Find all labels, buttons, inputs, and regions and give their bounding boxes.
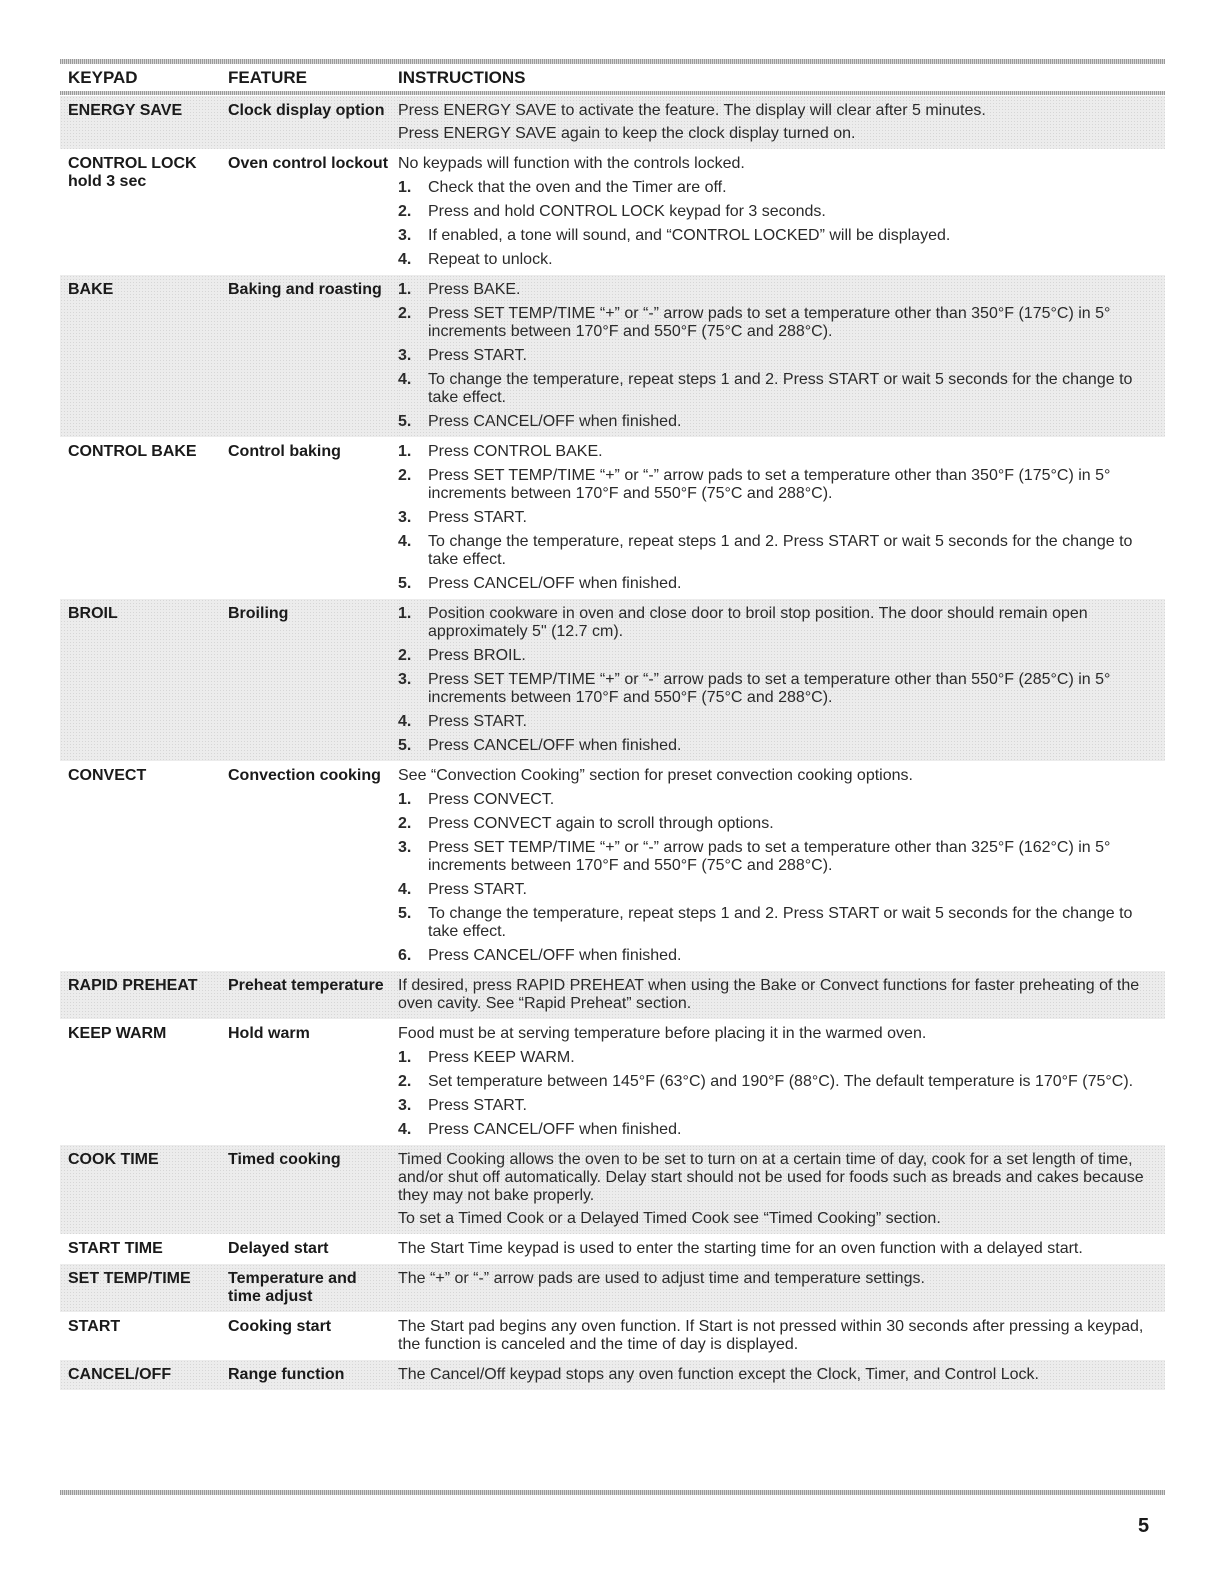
step-number: 5. (398, 905, 412, 922)
instruction-step (398, 251, 1145, 269)
step-text: Press CANCEL/OFF when finished. (428, 413, 682, 430)
step-text: Press START. (428, 713, 527, 730)
header-rule (60, 91, 1165, 95)
step-number: 6. (398, 947, 412, 964)
instructions-cell (398, 1360, 1165, 1390)
feature-name: Delayed start (228, 1240, 329, 1257)
instruction-step (398, 815, 1145, 833)
instruction-paragraph: If desired, press RAPID PREHEAT when using the Bake or Convect functions for faster preheating of the oven cavity. See “Rapid Preheat” section. (398, 977, 1140, 1012)
step-text: To change the temperature, repeat steps 1 and 2. Press START or wait 5 seconds for the change to take effect. (428, 905, 1133, 940)
keypad-name: SET TEMP/TIME (60, 1264, 228, 1312)
instruction-step (398, 413, 1145, 431)
instruction-step (398, 371, 1145, 407)
table-row (60, 1234, 1165, 1264)
table-row (60, 149, 1165, 275)
instructions-cell (398, 437, 1165, 599)
step-text: If enabled, a tone will sound, and “CONTROL LOCKED” will be displayed. (428, 227, 951, 244)
instruction-step (398, 227, 1145, 245)
instruction-paragraph: Timed Cooking allows the oven to be set to turn on at a certain time of day, cook for a set length of time, and/or shut off automatically. Delay start should not be used for foods such as breads and cakes because they may not bake properly. (398, 1151, 1144, 1204)
instruction-step (398, 467, 1145, 503)
step-number: 1. (398, 443, 412, 460)
step-number: 2. (398, 1073, 412, 1090)
instruction-paragraph: The Cancel/Off keypad stops any oven function except the Clock, Timer, and Control Lock. (398, 1366, 1039, 1383)
feature-name: Temperature and time adjust (228, 1264, 398, 1312)
step-number: 4. (398, 371, 412, 388)
feature-name: Baking and roasting (228, 275, 398, 437)
step-text: Press CANCEL/OFF when finished. (428, 737, 682, 754)
instructions-cell (398, 96, 1165, 149)
page-number: 5 (1138, 1515, 1150, 1537)
feature-name: Preheat temperature (228, 971, 398, 1019)
step-number: 5. (398, 575, 412, 592)
instruction-step (398, 647, 1145, 665)
instructions-cell (398, 1312, 1165, 1360)
step-number: 3. (398, 509, 412, 526)
keypad-name: BAKE (60, 275, 228, 437)
top-rule (60, 59, 1165, 64)
keypad-name: CONVECT (68, 767, 147, 784)
instruction-paragraph: The Start Time keypad is used to enter the starting time for an oven function with a delayed start. (398, 1240, 1083, 1257)
feature-name: Hold warm (228, 1025, 310, 1042)
instruction-steps (398, 1049, 1145, 1139)
keypad-name: CONTROL BAKE (68, 443, 197, 460)
keypad-name: CANCEL/OFF (60, 1360, 228, 1390)
instruction-step (398, 839, 1145, 875)
instruction-steps (398, 605, 1145, 755)
feature-name: Clock display option (228, 96, 398, 149)
step-number: 1. (398, 281, 412, 298)
step-text: Press CANCEL/OFF when finished. (428, 947, 682, 964)
instruction-paragraph: Press ENERGY SAVE to activate the feature. The display will clear after 5 minutes. (398, 102, 986, 119)
feature-name: Cooking start (228, 1318, 332, 1335)
instruction-steps (398, 443, 1145, 593)
instruction-step (398, 737, 1145, 755)
table-row (60, 1145, 1165, 1234)
step-text: Press KEEP WARM. (428, 1049, 575, 1066)
step-text: Position cookware in oven and close door to broil stop position. The door should remain open approximately 5" (12.7 cm). (428, 605, 1088, 640)
step-number: 1. (398, 1049, 412, 1066)
step-text: Press SET TEMP/TIME “+” or “-” arrow pads to set a temperature other than 350°F (175°C) in 5° increments between 170°F and 550°F (75°C and 288°C). (428, 305, 1111, 340)
instruction-paragraph: The Start pad begins any oven function. If Start is not pressed within 30 seconds after pressing a keypad, the function is canceled and the time of day is displayed. (398, 1318, 1144, 1353)
instructions-cell (398, 761, 1165, 971)
step-text: Press START. (428, 1097, 527, 1114)
keypad-name: RAPID PREHEAT (60, 971, 228, 1019)
table-row (60, 1312, 1165, 1360)
step-text: Press SET TEMP/TIME “+” or “-” arrow pads to set a temperature other than 550°F (285°C) in 5° increments between 170°F and 550°F (75°C and 288°C). (428, 671, 1111, 706)
instruction-steps (398, 791, 1145, 965)
step-text: Set temperature between 145°F (63°C) and 190°F (88°C). The default temperature is 170°F (75°C). (428, 1073, 1134, 1090)
step-number: 1. (398, 605, 412, 622)
step-text: Press CANCEL/OFF when finished. (428, 1121, 682, 1138)
instruction-step (398, 281, 1145, 299)
instruction-step (398, 509, 1145, 527)
feature-name: Oven control lockout (228, 155, 389, 172)
instruction-step (398, 605, 1145, 641)
feature-name: Control baking (228, 443, 341, 460)
feature-name: Range function (228, 1360, 398, 1390)
instruction-step (398, 1121, 1145, 1139)
step-text: Check that the oven and the Timer are off. (428, 179, 727, 196)
step-text: Press SET TEMP/TIME “+” or “-” arrow pads to set a temperature other than 350°F (175°C) in 5° increments between 170°F and 550°F (75°C and 288°C). (428, 467, 1111, 502)
table-body (60, 96, 1165, 1390)
keypad-name: ENERGY SAVE (60, 96, 228, 149)
header-feature: FEATURE (228, 68, 308, 87)
step-number: 4. (398, 713, 412, 730)
step-number: 4. (398, 881, 412, 898)
step-number: 1. (398, 791, 412, 808)
step-number: 3. (398, 347, 412, 364)
instructions-cell (398, 275, 1165, 437)
instruction-paragraph: Press ENERGY SAVE again to keep the clock display turned on. (398, 125, 856, 142)
instruction-step (398, 347, 1145, 365)
instruction-step (398, 1097, 1145, 1115)
instruction-step (398, 791, 1145, 809)
instruction-step (398, 203, 1145, 221)
step-text: Press CANCEL/OFF when finished. (428, 575, 682, 592)
step-number: 2. (398, 647, 412, 664)
instruction-paragraph: To set a Timed Cook or a Delayed Timed Cook see “Timed Cooking” section. (398, 1210, 941, 1227)
table-row (60, 599, 1165, 761)
keypad-name: BROIL (60, 599, 228, 761)
table-row (60, 761, 1165, 971)
instruction-step (398, 881, 1145, 899)
instructions-cell (398, 599, 1165, 761)
instructions-cell (398, 149, 1165, 275)
instruction-step (398, 713, 1145, 731)
step-number: 2. (398, 305, 412, 322)
step-number: 4. (398, 251, 412, 268)
instruction-step (398, 575, 1145, 593)
keypad-name: KEEP WARM (68, 1025, 167, 1042)
feature-name: Broiling (228, 599, 398, 761)
step-text: Press START. (428, 509, 527, 526)
step-number: 3. (398, 839, 412, 856)
table-header (60, 66, 1165, 90)
step-number: 1. (398, 179, 412, 196)
keypad-name: COOK TIME (60, 1145, 228, 1234)
instruction-step (398, 305, 1145, 341)
table-row (60, 1019, 1165, 1145)
table-row (60, 275, 1165, 437)
step-number: 5. (398, 737, 412, 754)
step-text: Press CONTROL BAKE. (428, 443, 603, 460)
instruction-steps (398, 281, 1145, 431)
instruction-step (398, 179, 1145, 197)
table-row (60, 1360, 1165, 1390)
table-row (60, 96, 1165, 149)
instruction-step (398, 947, 1145, 965)
step-text: Press START. (428, 881, 527, 898)
step-text: Press CONVECT again to scroll through options. (428, 815, 774, 832)
header-instructions: INSTRUCTIONS (398, 68, 526, 87)
instruction-intro: See “Convection Cooking” section for preset convection cooking options. (398, 767, 913, 784)
step-text: To change the temperature, repeat steps 1 and 2. Press START or wait 5 seconds for the change to take effect. (428, 533, 1133, 568)
instruction-steps (398, 179, 1145, 269)
instructions-cell (398, 1234, 1165, 1264)
instruction-step (398, 905, 1145, 941)
instructions-cell (398, 1019, 1165, 1145)
instructions-cell (398, 1145, 1165, 1234)
keypad-feature-table (60, 96, 1165, 1390)
step-text: Press START. (428, 347, 527, 364)
instructions-cell (398, 971, 1165, 1019)
feature-name: Convection cooking (228, 767, 381, 784)
step-number: 2. (398, 815, 412, 832)
instructions-cell (398, 1264, 1165, 1312)
keypad-name: START TIME (68, 1240, 163, 1257)
step-number: 3. (398, 671, 412, 688)
step-number: 4. (398, 533, 412, 550)
table-row (60, 1264, 1165, 1312)
step-number: 3. (398, 227, 412, 244)
step-number: 5. (398, 413, 412, 430)
instruction-step (398, 1049, 1145, 1067)
table-row (60, 971, 1165, 1019)
instruction-intro: No keypads will function with the controls locked. (398, 155, 745, 172)
instruction-step (398, 671, 1145, 707)
step-number: 2. (398, 203, 412, 220)
step-text: Press and hold CONTROL LOCK keypad for 3 seconds. (428, 203, 826, 220)
step-text: To change the temperature, repeat steps 1 and 2. Press START or wait 5 seconds for the change to take effect. (428, 371, 1133, 406)
step-number: 4. (398, 1121, 412, 1138)
step-text: Press BAKE. (428, 281, 521, 298)
step-text: Press SET TEMP/TIME “+” or “-” arrow pads to set a temperature other than 325°F (162°C) in 5° increments between 170°F and 550°F (75°C and 288°C). (428, 839, 1111, 874)
step-number: 2. (398, 467, 412, 484)
step-text: Press CONVECT. (428, 791, 555, 808)
instruction-step (398, 443, 1145, 461)
feature-name: Timed cooking (228, 1145, 398, 1234)
instruction-intro: Food must be at serving temperature before placing it in the warmed oven. (398, 1025, 927, 1042)
instruction-step (398, 533, 1145, 569)
header-keypad: KEYPAD (68, 68, 138, 87)
step-text: Press BROIL. (428, 647, 526, 664)
step-text: Repeat to unlock. (428, 251, 553, 268)
bottom-rule (60, 1490, 1165, 1495)
table-row (60, 437, 1165, 599)
keypad-name: CONTROL LOCK hold 3 sec (68, 155, 197, 190)
keypad-name: START (68, 1318, 121, 1335)
instruction-step (398, 1073, 1145, 1091)
step-number: 3. (398, 1097, 412, 1114)
instruction-paragraph: The “+” or “-” arrow pads are used to adjust time and temperature settings. (398, 1270, 925, 1287)
